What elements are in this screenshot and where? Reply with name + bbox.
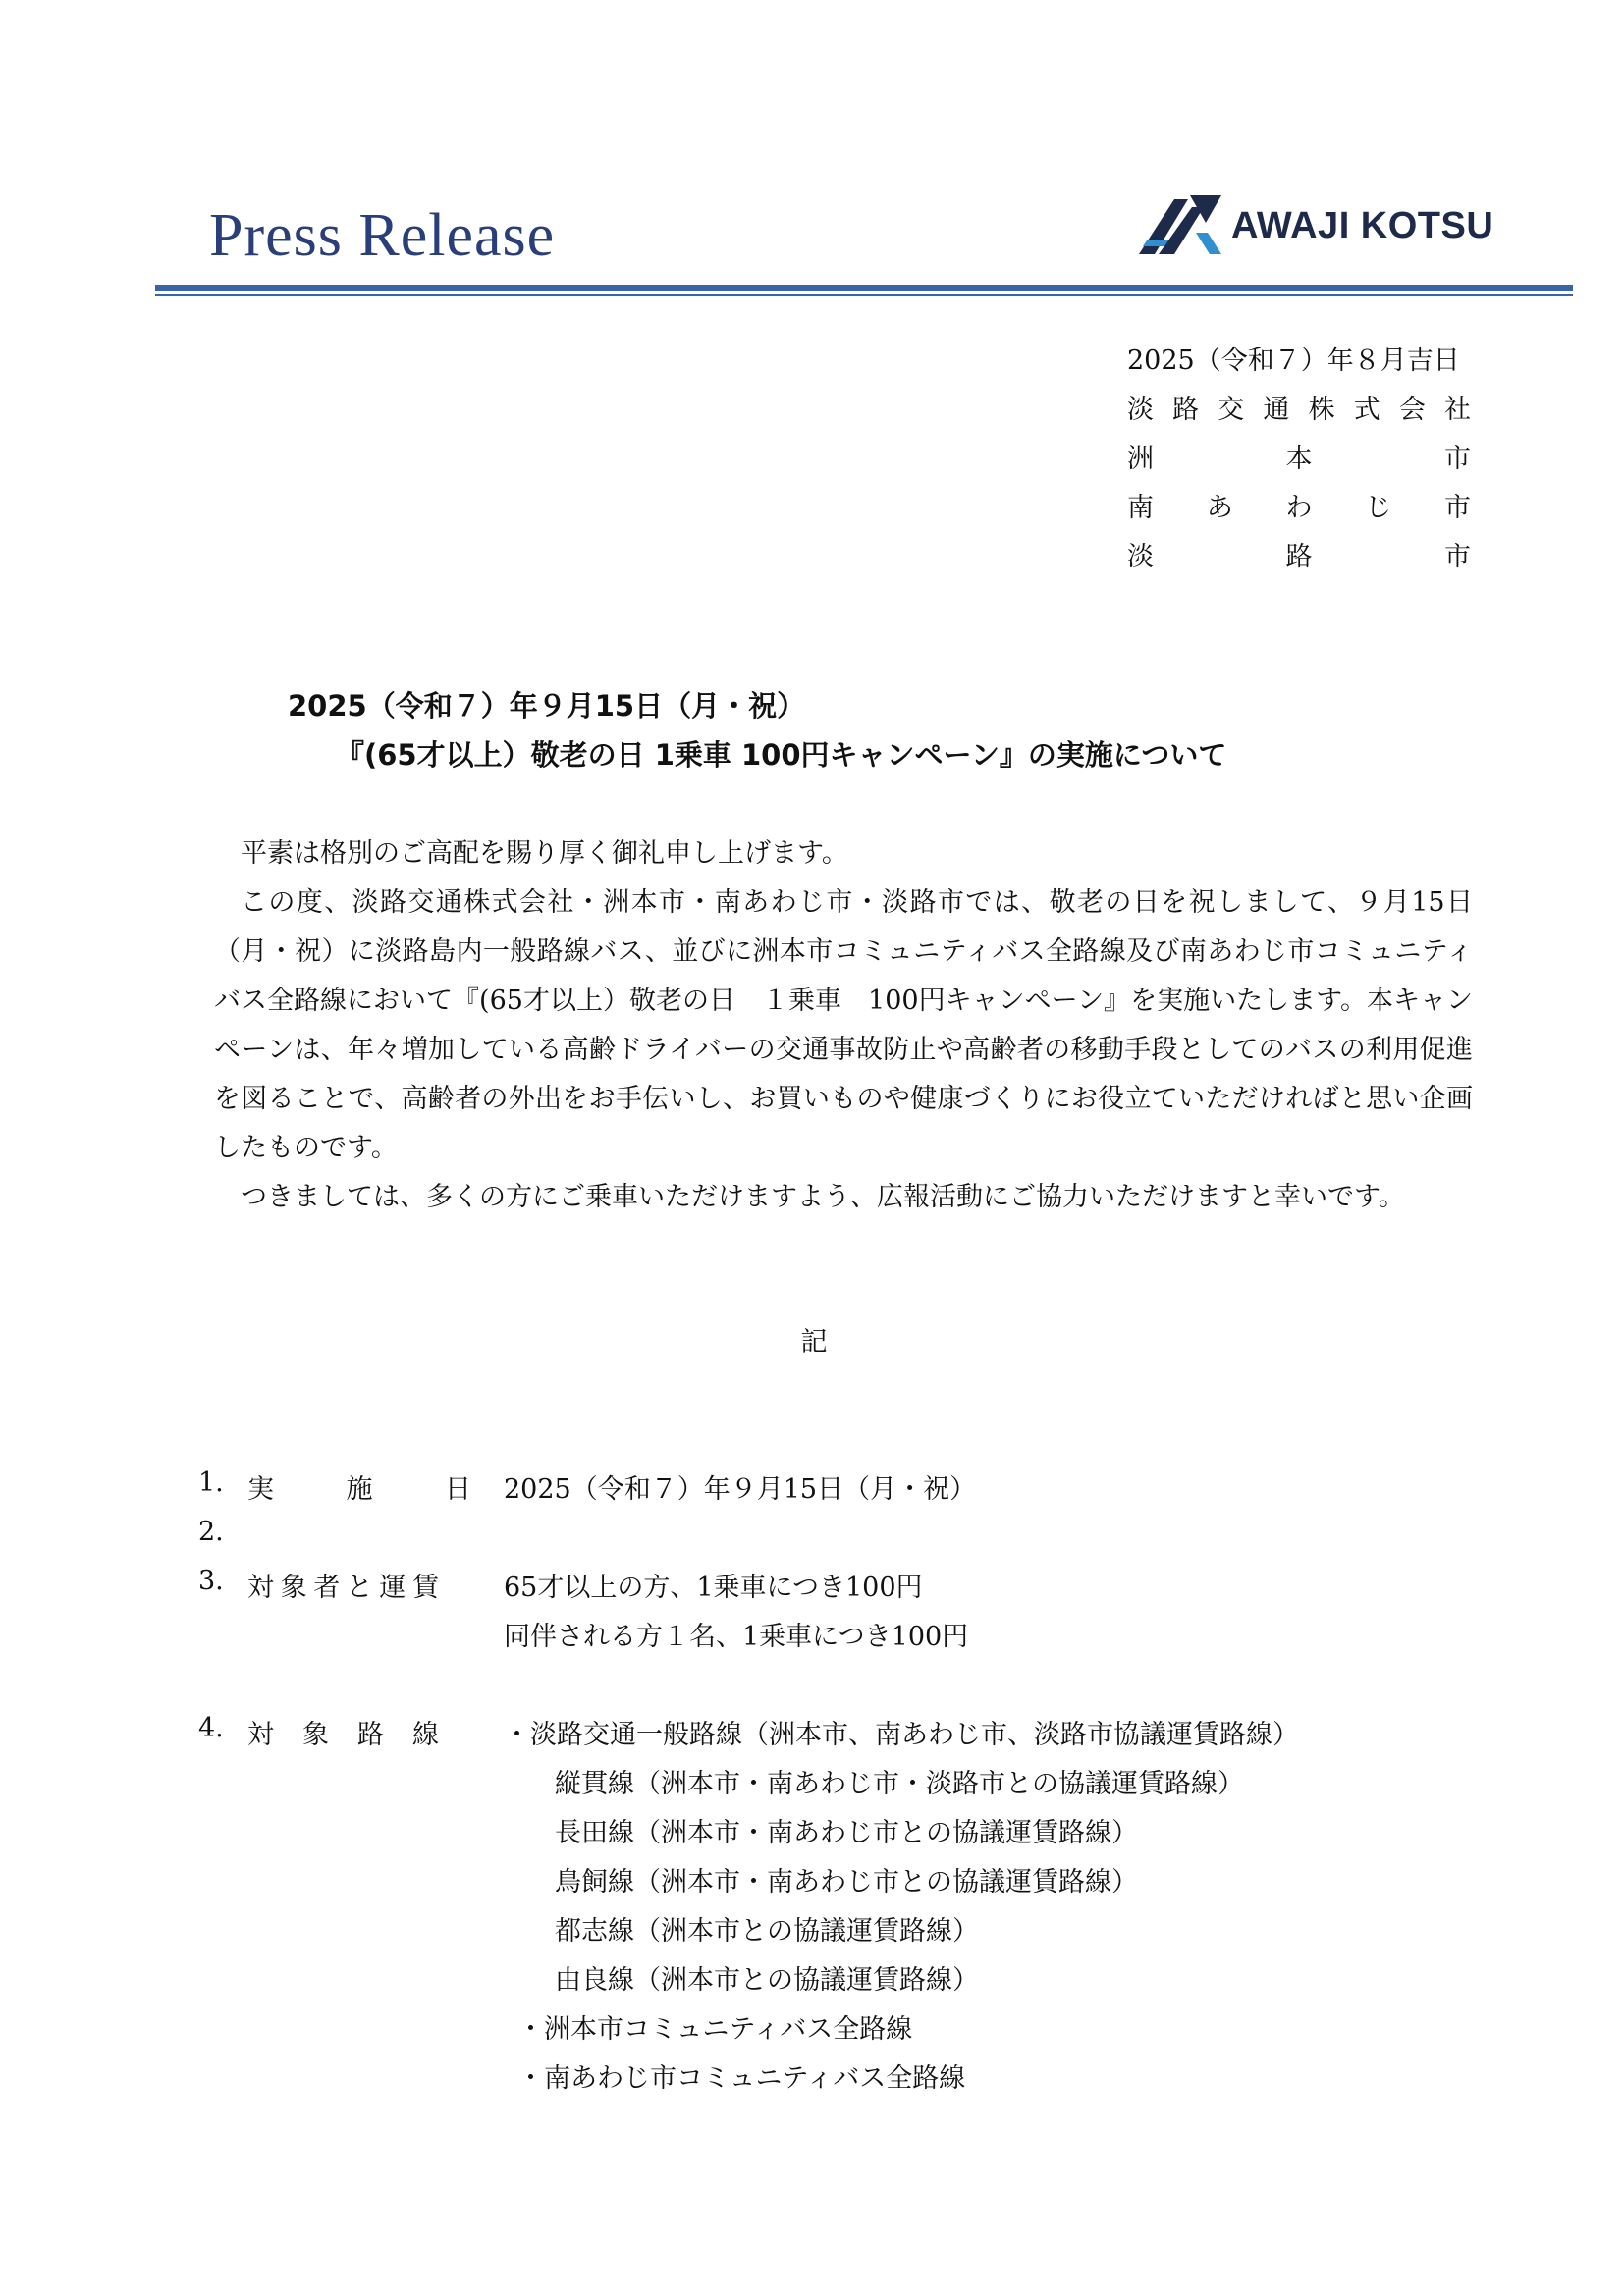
item-2-label bbox=[198, 1517, 247, 1547]
route-item: ・南あわじ市コミュニティバス全路線 bbox=[517, 2063, 966, 2094]
item-4-label bbox=[198, 1713, 439, 1751]
item-number: 3. bbox=[198, 1566, 224, 1596]
route-item: 縦貫線（洲本市・南あわじ市・淡路市との協議運賃路線） bbox=[555, 1769, 1244, 1799]
logo-text: AWAJI KOTSU bbox=[1231, 204, 1494, 246]
item-3-value: 65才以上の方、1乗車につき100円 bbox=[504, 1573, 923, 1603]
issuer-name: 淡路交通株式会社 bbox=[1127, 395, 1471, 425]
route-item: 長田線（洲本市・南あわじ市との協議運賃路線） bbox=[555, 1818, 1138, 1848]
route-item: ・淡路交通一般路線（洲本市、南あわじ市、淡路市協議運賃路線） bbox=[504, 1720, 1299, 1750]
awaji-kotsu-logo bbox=[1139, 187, 1493, 265]
headline-title: 『(65才以上）敬老の日 1乗車 100円キャンペーン』の実施について bbox=[336, 738, 1227, 772]
body-text bbox=[214, 829, 1473, 1222]
body-paragraph: この度、淡路交通株式会社・洲本市・南あわじ市・淡路市では、敬老の日を祝しまして、９月15日（月・祝）に淡路島内一般路線バス、並びに洲本市コミュニティバス全路線及び南あわじ市コミュニティバス全路線において『(65才以上）敬老の日 １乗車 100円キャンペーン』を実施いたします。本キャンペーンは、年々増加している高齢ドライバーの交通事故防止や高齢者の移動手段としてのバスの利用促進を図ることで、高齢者の外出をお手伝いし、お買いものや健康づくりにお役立ていただければと思い企画したものです。 bbox=[214, 887, 1473, 1163]
item-1-label bbox=[198, 1468, 471, 1506]
route-item: 鳥飼線（洲本市・南あわじ市との協議運賃路線） bbox=[555, 1867, 1138, 1897]
headline-date: 2025（令和７）年９月15日（月・祝） bbox=[288, 689, 806, 722]
issuer-name: 洲本市 bbox=[1127, 444, 1471, 474]
item-label-text: 対象路線 bbox=[247, 1720, 439, 1750]
issuer-name: 南あわじ市 bbox=[1127, 493, 1471, 523]
issuer-name: 淡路市 bbox=[1127, 542, 1471, 572]
route-item: 都志線（洲本市との協議運賃路線） bbox=[555, 1916, 979, 1947]
issue-date: 2025（令和７）年８月吉日 bbox=[1127, 346, 1460, 376]
item-label-text: 実施日 bbox=[247, 1474, 471, 1505]
route-item: 由良線（洲本市との協議運賃路線） bbox=[555, 1965, 979, 1996]
item-1-value: 2025（令和７）年９月15日（月・祝） bbox=[504, 1474, 977, 1505]
item-3-label bbox=[198, 1566, 439, 1604]
awaji-kotsu-logo-mark-icon bbox=[1139, 193, 1223, 258]
body-paragraph: 平素は格別のご高配を賜り厚く御礼申し上げます。 bbox=[241, 838, 848, 869]
ki-heading: 記 bbox=[800, 1327, 828, 1358]
header-rule-thin bbox=[155, 294, 1573, 296]
route-item: ・洲本市コミュニティバス全路線 bbox=[517, 2014, 913, 2045]
press-release-title: Press Release bbox=[209, 202, 556, 269]
item-number: 4. bbox=[198, 1713, 224, 1743]
body-paragraph: つきましては、多くの方にご乗車いただけますよう、広報活動にご協力いただけますと幸いです。 bbox=[241, 1182, 1405, 1212]
item-label-text: 対象者と運賃 bbox=[247, 1573, 439, 1603]
item-number: 2. bbox=[198, 1517, 224, 1547]
header-rule-thick bbox=[155, 285, 1573, 291]
item-number: 1. bbox=[198, 1468, 224, 1498]
item-3-value: 同伴される方１名、1乗車につき100円 bbox=[504, 1622, 969, 1652]
